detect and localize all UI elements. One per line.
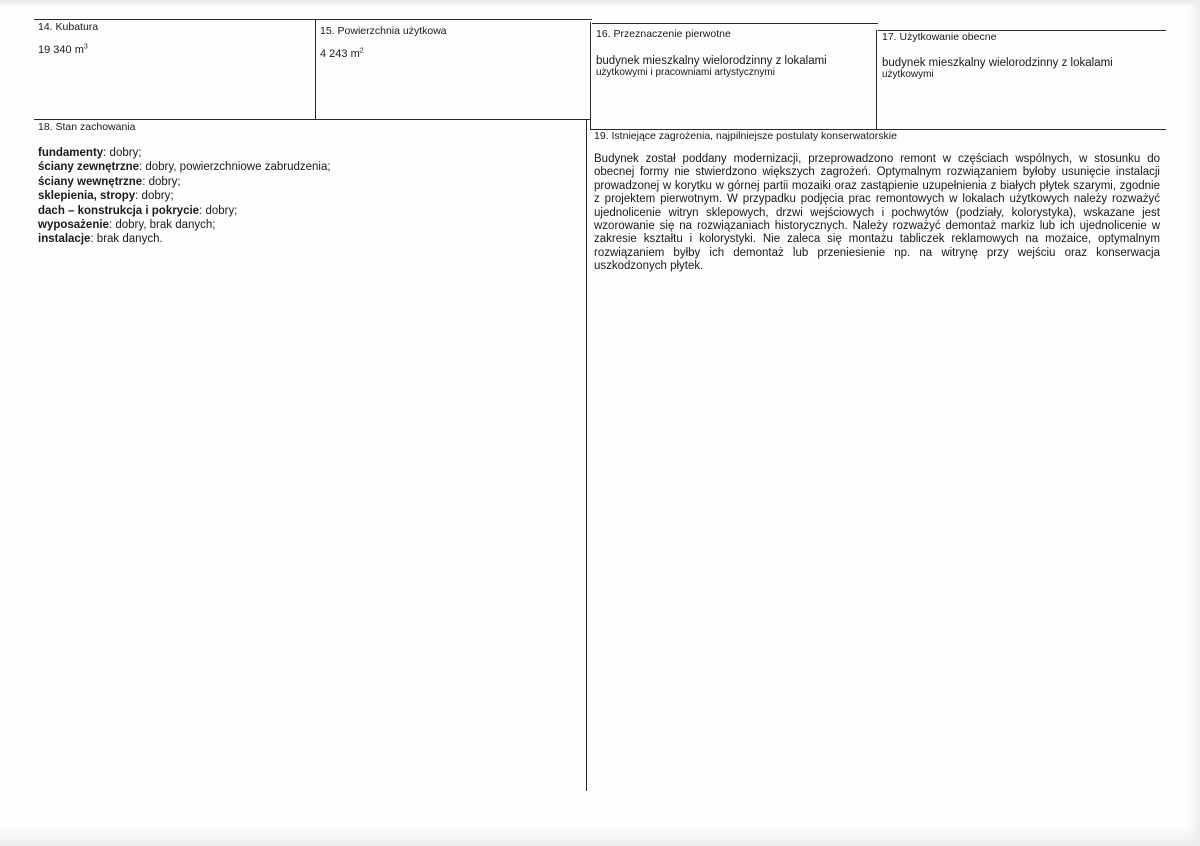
powierzchnia-value [320, 48, 364, 60]
kubatura-number: 19 340 m [38, 44, 84, 56]
grid-line-top-1 [34, 19, 592, 20]
grid-line-top-2 [592, 23, 878, 24]
uzytkowanie-label: 17. Użytkowanie obecne [882, 31, 997, 43]
grid-line-vertical-1 [315, 19, 316, 119]
grid-line-middle-left [34, 119, 590, 120]
stan-item-sciany-wewnetrzne [38, 175, 331, 189]
stan-term: ściany zewnętrzne [38, 161, 139, 174]
przeznaczenie-label: 16. Przeznaczenie pierwotne [596, 28, 731, 40]
stan-item-sklepienia-stropy [38, 189, 331, 203]
grid-line-vertical-3 [876, 30, 877, 129]
powierzchnia-unit-exponent: 2 [359, 47, 364, 55]
stan-item-sciany-zewnetrzne [38, 160, 331, 174]
uzytkowanie-line-2: użytkowymi [882, 69, 934, 80]
stan-zachowania-label: 18. Stan zachowania [38, 121, 136, 133]
stan-item-instalacje [38, 232, 331, 246]
kubatura-label: 14. Kubatura [38, 21, 99, 33]
powierzchnia-number: 4 243 m [320, 48, 360, 60]
stan-value: : dobry; [135, 190, 174, 203]
stan-term: sklepienia, stropy [38, 190, 136, 203]
scan-edge-right [1188, 0, 1200, 846]
zagrozenia-label: 19. Istniejące zagrożenia, najpilniejsze postulaty konserwatorskie [594, 130, 897, 142]
stan-value: : brak danych. [90, 233, 163, 246]
stan-item-fundamenty [38, 146, 331, 160]
zagrozenia-text: Budynek został poddany modernizacji, przeprowadzono remont w częściach wspólnych, w stosunku do obecnej formy nie stwierdzono większych zagrożeń. Optymalnym rozwiązaniem byłoby usunięcie instalacji prowadzonej w korytku w górnej partii mozaiki oraz zastąpienie uzupełnienia z białych płytek szarymi, zgodnie z projektem pierwotnym. W przypadku podjęcia prac remontowych w lokalach użytkowych należy rozważyć ujednolicenie witryn sklepowych, drzwi wejściowych i pochwytów (podziały, kolorystyka), wskazane jest wzorowanie się na rozwiązaniach historycznych. Należy rozważyć demontaż markiz lub ich ujednolicenie w zakresie kształtu i kolorystyki. Nie zaleca się montażu tabliczek reklamowych na mozaice, optymalnym rozwiązaniem byłby ich demontaż lub przeniesienie np. na witrynę przy wejściu oraz konserwacja uszkodzonych płytek. [594, 153, 1160, 273]
stan-item-dach [38, 204, 331, 218]
scan-edge-top [0, 0, 1200, 6]
uzytkowanie-line-1: budynek mieszkalny wielorodzinny z lokalami [882, 57, 1113, 69]
kubatura-unit-exponent: 3 [83, 43, 88, 51]
stan-item-wyposazenie [38, 218, 331, 232]
stan-value: : dobry; [103, 147, 142, 159]
stan-value: : dobry, powierzchniowe zabrudzenia; [138, 161, 331, 174]
stan-term: fundamenty [38, 147, 104, 159]
kubatura-value [38, 44, 88, 56]
stan-term: dach – konstrukcja i pokrycie [38, 204, 200, 217]
grid-line-vertical-main [586, 119, 587, 791]
przeznaczenie-line-1: budynek mieszkalny wielorodzinny z lokalami [596, 55, 827, 67]
przeznaczenie-value [596, 55, 827, 79]
grid-line-vertical-2 [590, 22, 591, 129]
uzytkowanie-value [882, 57, 1113, 81]
powierzchnia-label: 15. Powierzchnia użytkowa [320, 25, 447, 37]
stan-value: : dobry; [142, 175, 181, 188]
stan-term: wyposażenie [38, 219, 109, 232]
stan-zachowania-list [38, 146, 331, 247]
stan-value: : dobry; [199, 204, 238, 217]
stan-term: instalacje [38, 233, 91, 246]
stan-value: : dobry, brak danych; [108, 219, 216, 232]
przeznaczenie-line-2: użytkowymi i pracowniami artystycznymi [596, 67, 775, 78]
scan-edge-bottom [0, 828, 1200, 846]
stan-term: ściany wewnętrzne [38, 175, 143, 188]
